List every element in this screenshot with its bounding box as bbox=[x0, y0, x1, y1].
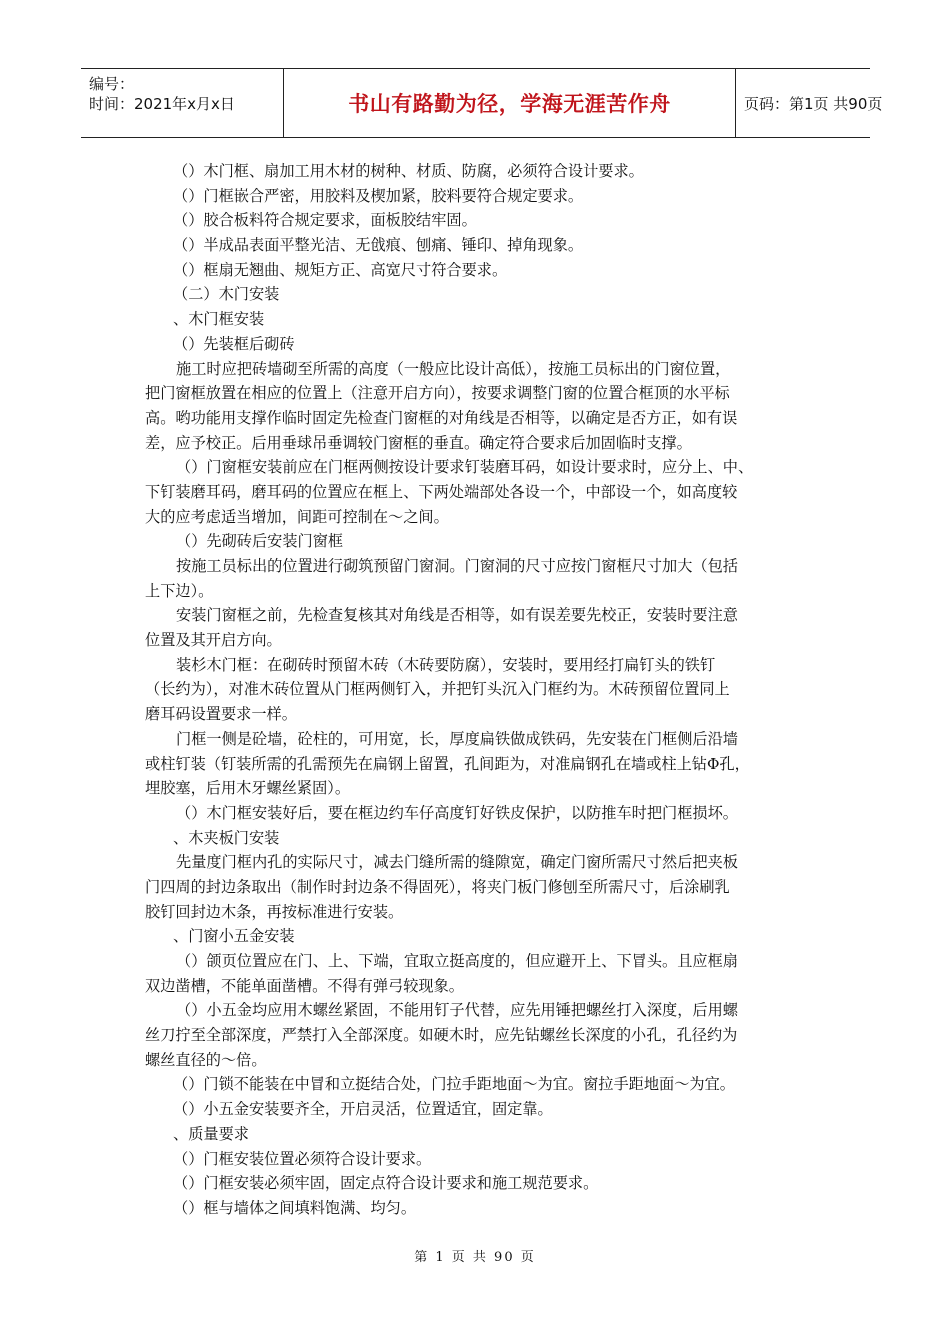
body-text-line: （）门窗框安装前应在门框两侧按设计要求钉装磨耳码，如设计要求时，应分上、中、 bbox=[176, 458, 754, 477]
body-text-line: （）框扇无翘曲、规矩方正、高宽尺寸符合要求。 bbox=[173, 260, 508, 279]
body-text-line: 上下边）。 bbox=[145, 581, 214, 600]
body-text-line: （）门框安装必须牢固，固定点符合设计要求和施工规范要求。 bbox=[173, 1174, 599, 1193]
body-text-line: 安装门窗框之前，先检查复核其对角线是否相等，如有误差要先校正，安装时要注意 bbox=[176, 606, 738, 625]
body-text-line: （）门框嵌合严密，用胶料及楔加紧，胶料要符合规定要求。 bbox=[173, 186, 584, 205]
body-text-line: 丝刀拧至全部深度，严禁打入全部深度。如硬木时，应先钻螺丝长深度的小孔，孔径约为 bbox=[145, 1026, 738, 1045]
header-page-info: 页码：第1页 共90页 bbox=[744, 94, 883, 113]
body-text-line: 把门窗框放置在相应的位置上（注意开启方向），按要求调整门窗的位置合框顶的水平标 bbox=[145, 384, 730, 403]
body-text-line: 埋胶塞，后用木牙螺丝紧固）。 bbox=[145, 779, 351, 798]
body-text-line: 按施工员标出的位置进行砌筑预留门窗洞。门窗洞的尺寸应按门窗框尺寸加大（包括 bbox=[176, 557, 738, 575]
header-motto-cell bbox=[284, 69, 736, 137]
body-text-line: （）先装框后砌砖 bbox=[173, 334, 295, 353]
body-text-line: （长约为），对准木砖位置从门框两侧钉入，并把钉头沉入门框约为。木砖预留位置同上 bbox=[145, 680, 730, 699]
header-meta-cell bbox=[81, 69, 284, 137]
document-body bbox=[145, 159, 809, 1221]
body-text-line: （）框与墙体之间填料饱满、均匀。 bbox=[173, 1198, 416, 1217]
body-text-line: （）小五金均应用木螺丝紧固，不能用钉子代替，应先用锤把螺丝打入深度，后用螺 bbox=[176, 1001, 738, 1020]
body-text-line: 磨耳码设置要求一样。 bbox=[145, 705, 297, 724]
body-text-line: 、木门框安装 bbox=[173, 310, 265, 329]
body-text-line: 施工时应把砖墙砌至所需的高度（一般应比设计高低），按施工员标出的门窗位置， bbox=[176, 359, 731, 378]
body-text-line: 双边凿槽，不能单面凿槽。不得有弹弓较现象。 bbox=[145, 976, 464, 995]
body-text-line: 螺丝直径的～倍。 bbox=[145, 1050, 267, 1069]
body-text-line: 下钉装磨耳码，磨耳码的位置应在框上、下两处端部处各设一个，中部设一个，如高度较 bbox=[145, 482, 738, 501]
body-text-line: 装杉木门框：在砌砖时预留木砖（木砖要防腐），安装时，要用经打扁钉头的铁钉 bbox=[176, 655, 716, 674]
header-motto: 书山有路勤为径，学海无涯苦作舟 bbox=[348, 92, 671, 116]
body-text-line: （）门锁不能装在中冒和立挺结合处，门拉手距地面～为宜。窗拉手距地面～为宜。 bbox=[173, 1075, 735, 1094]
body-text-line: 或柱钉装（钉装所需的孔需预先在扁钢上留置，孔间距为，对准扁钢孔在墙或柱上钻Φ孔， bbox=[145, 754, 750, 773]
body-text-line: 、质量要求 bbox=[173, 1124, 249, 1143]
body-text-line: （）小五金安装要齐全，开启灵活，位置适宜，固定靠。 bbox=[173, 1100, 553, 1119]
body-text-line: （）颌页位置应在门、上、下端，宜取立挺高度的，但应避开上、下冒头。且应框扇 bbox=[176, 952, 738, 970]
body-text-line: （二）木门安装 bbox=[173, 285, 280, 304]
page-header bbox=[81, 68, 883, 138]
body-text-line: 门框一侧是砼墙，砼柱的，可用宽，长，厚度扁铁做成铁码，先安装在门框侧后沿墙 bbox=[176, 729, 738, 748]
body-text-line: （）半成品表面平整光洁、无戗痕、刨痛、锤印、掉角现象。 bbox=[173, 236, 584, 255]
body-text-line: （）先砌砖后安装门窗框 bbox=[176, 532, 344, 551]
body-text-line: 、门窗小五金安装 bbox=[173, 927, 295, 946]
body-text-line: 、木夹板门安装 bbox=[173, 828, 280, 847]
body-text-line: 门四周的封边条取出（制作时封边条不得固死），将夹门板门修刨至所需尺寸，后涂刷乳 bbox=[145, 877, 730, 896]
document-date-label: 时间：2021年x月x日 bbox=[89, 95, 235, 113]
document-number-label: 编号： bbox=[89, 75, 135, 93]
body-text-line: 大的应考虑适当增加，间距可控制在～之间。 bbox=[145, 507, 449, 526]
body-text-line: 胶钉回封边木条，再按标准进行安装。 bbox=[145, 902, 404, 921]
body-text-line: （）胶合板料符合规定要求，面板胶结牢固。 bbox=[173, 211, 477, 230]
header-page-cell bbox=[736, 69, 883, 137]
page-footer: 第 1 页 共 90 页 bbox=[414, 1250, 536, 1265]
body-text-line: 高。哟功能用支撑作临时固定先检查门窗框的对角线是否相等，以确定是否方正，如有误 bbox=[145, 408, 738, 427]
body-text-line: 位置及其开启方向。 bbox=[145, 631, 282, 650]
body-text-line: 先量度门框内孔的实际尺寸，减去门缝所需的缝隙宽，确定门窗所需尺寸然后把夹板 bbox=[176, 853, 738, 872]
body-text-line: 差，应予校正。后用垂球吊垂调较门窗框的垂直。确定符合要求后加固临时支撑。 bbox=[145, 433, 692, 452]
body-text-line: （）木门框、扇加工用木材的树种、材质、防腐，必须符合设计要求。 bbox=[173, 162, 644, 180]
body-text-line: （）木门框安装好后，要在框边约车仔高度钉好铁皮保护，以防推车时把门框损坏。 bbox=[176, 803, 738, 822]
body-text-line: （）门框安装位置必须符合设计要求。 bbox=[173, 1149, 432, 1168]
